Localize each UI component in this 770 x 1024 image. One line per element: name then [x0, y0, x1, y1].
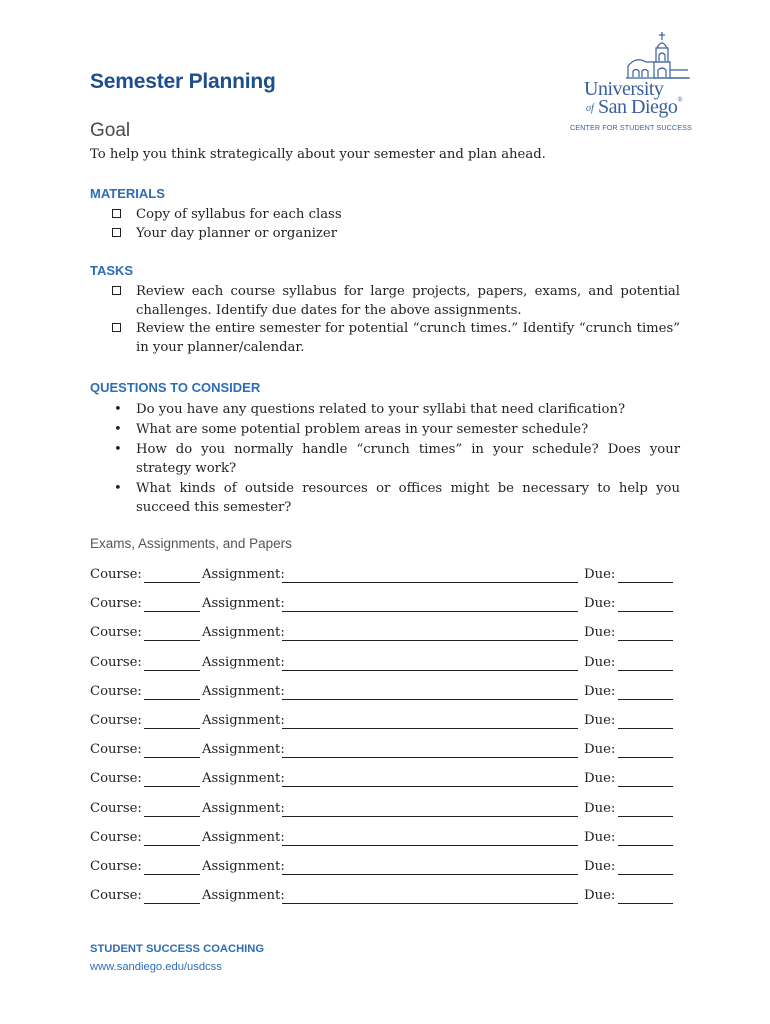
assignment-row	[90, 684, 680, 704]
assignment-row	[90, 655, 680, 675]
assignment-row	[90, 888, 680, 908]
questions-item	[112, 420, 680, 439]
logo-university-text: University	[584, 78, 664, 100]
course-blank-field[interactable]	[144, 582, 200, 583]
questions-item-text: What are some potential problem areas in your semester schedule?	[136, 422, 589, 437]
logo-registered-mark: ®	[677, 96, 683, 104]
logo-of-text: of	[586, 103, 594, 114]
assignment-label: Assignment:	[202, 771, 285, 786]
course-blank-field[interactable]	[144, 874, 200, 875]
due-label: Due:	[584, 888, 616, 903]
university-logo	[566, 30, 690, 138]
assignment-blank-field[interactable]	[282, 757, 578, 758]
course-label: Course:	[90, 859, 142, 874]
due-label: Due:	[584, 830, 616, 845]
assignment-label: Assignment:	[202, 625, 285, 640]
tasks-item-text: Review each course syllabus for large projects, papers, exams, and potential challenges. Identify due dates for the above assignments.	[136, 284, 680, 318]
assignment-blank-field[interactable]	[282, 845, 578, 846]
tasks-item	[112, 319, 680, 357]
due-blank-field[interactable]	[618, 757, 673, 758]
mission-tower-icon	[626, 30, 690, 80]
due-blank-field[interactable]	[618, 670, 673, 671]
due-label: Due:	[584, 625, 616, 640]
assignment-blank-field[interactable]	[282, 670, 578, 671]
course-blank-field[interactable]	[144, 816, 200, 817]
page-title: Semester Planning	[90, 70, 276, 93]
course-label: Course:	[90, 771, 142, 786]
tasks-item	[112, 282, 680, 320]
footer-url[interactable]: www.sandiego.edu/usdcss	[90, 961, 222, 973]
assignment-row	[90, 713, 680, 733]
assignment-blank-field[interactable]	[282, 582, 578, 583]
assignment-label: Assignment:	[202, 830, 285, 845]
bullet-icon: •	[114, 481, 122, 496]
assignment-label: Assignment:	[202, 655, 285, 670]
due-blank-field[interactable]	[618, 874, 673, 875]
materials-item	[112, 224, 680, 243]
checkbox-icon[interactable]	[112, 209, 121, 218]
goal-text: To help you think strategically about your semester and plan ahead.	[90, 147, 546, 162]
bullet-icon: •	[114, 402, 122, 417]
due-label: Due:	[584, 742, 616, 757]
tasks-heading: TASKS	[90, 263, 134, 278]
assignment-blank-field[interactable]	[282, 640, 578, 641]
assignment-label: Assignment:	[202, 567, 285, 582]
assignment-row	[90, 859, 680, 879]
course-label: Course:	[90, 567, 142, 582]
questions-heading: QUESTIONS TO CONSIDER	[90, 380, 261, 395]
assignment-label: Assignment:	[202, 684, 285, 699]
assignment-row	[90, 596, 680, 616]
course-label: Course:	[90, 742, 142, 757]
questions-item	[112, 479, 680, 517]
assignment-label: Assignment:	[202, 596, 285, 611]
course-label: Course:	[90, 801, 142, 816]
due-label: Due:	[584, 567, 616, 582]
questions-item-text: What kinds of outside resources or offices might be necessary to help you succeed this semester?	[136, 481, 680, 515]
course-blank-field[interactable]	[144, 728, 200, 729]
due-blank-field[interactable]	[618, 903, 673, 904]
assignment-label: Assignment:	[202, 801, 285, 816]
course-blank-field[interactable]	[144, 670, 200, 671]
due-label: Due:	[584, 684, 616, 699]
assignment-row	[90, 742, 680, 762]
logo-subtitle: CENTER FOR STUDENT SUCCESS	[570, 123, 692, 132]
due-label: Due:	[584, 713, 616, 728]
assignment-row	[90, 771, 680, 791]
assignment-blank-field[interactable]	[282, 786, 578, 787]
materials-item-text: Your day planner or organizer	[136, 226, 337, 241]
due-label: Due:	[584, 596, 616, 611]
footer-program: STUDENT SUCCESS COACHING	[90, 943, 265, 955]
bullet-icon: •	[114, 442, 122, 457]
due-blank-field[interactable]	[618, 786, 673, 787]
logo-san-diego-label: San Diego	[598, 96, 678, 118]
checkbox-icon[interactable]	[112, 323, 121, 332]
assignment-blank-field[interactable]	[282, 699, 578, 700]
due-label: Due:	[584, 801, 616, 816]
assignment-label: Assignment:	[202, 713, 285, 728]
assignment-label: Assignment:	[202, 888, 285, 903]
due-blank-field[interactable]	[618, 699, 673, 700]
questions-item	[112, 400, 680, 419]
course-label: Course:	[90, 713, 142, 728]
due-label: Due:	[584, 771, 616, 786]
assignment-row	[90, 801, 680, 821]
due-label: Due:	[584, 655, 616, 670]
assignment-row	[90, 830, 680, 850]
assignment-label: Assignment:	[202, 859, 285, 874]
due-blank-field[interactable]	[618, 845, 673, 846]
course-label: Course:	[90, 888, 142, 903]
exams-heading: Exams, Assignments, and Papers	[90, 536, 292, 551]
due-blank-field[interactable]	[618, 582, 673, 583]
assignment-blank-field[interactable]	[282, 728, 578, 729]
course-blank-field[interactable]	[144, 757, 200, 758]
course-blank-field[interactable]	[144, 903, 200, 904]
due-blank-field[interactable]	[618, 728, 673, 729]
course-blank-field[interactable]	[144, 786, 200, 787]
course-blank-field[interactable]	[144, 845, 200, 846]
course-label: Course:	[90, 596, 142, 611]
assignment-row	[90, 567, 680, 587]
tasks-item-text: Review the entire semester for potential “crunch times.” Identify “crunch times” in your planner/calendar.	[136, 321, 680, 355]
materials-item-text: Copy of syllabus for each class	[136, 207, 342, 222]
bullet-icon: •	[114, 422, 122, 437]
assignment-row	[90, 625, 680, 645]
questions-item-text: Do you have any questions related to your syllabi that need clarification?	[136, 402, 626, 417]
goal-heading: Goal	[90, 120, 131, 141]
checkbox-icon[interactable]	[112, 228, 121, 237]
course-blank-field[interactable]	[144, 611, 200, 612]
course-label: Course:	[90, 625, 142, 640]
assignment-label: Assignment:	[202, 742, 285, 757]
due-label: Due:	[584, 859, 616, 874]
course-blank-field[interactable]	[144, 640, 200, 641]
assignment-blank-field[interactable]	[282, 611, 578, 612]
due-blank-field[interactable]	[618, 611, 673, 612]
course-label: Course:	[90, 655, 142, 670]
assignment-blank-field[interactable]	[282, 874, 578, 875]
course-label: Course:	[90, 830, 142, 845]
due-blank-field[interactable]	[618, 816, 673, 817]
logo-san-diego-text	[598, 96, 682, 119]
course-label: Course:	[90, 684, 142, 699]
materials-heading: MATERIALS	[90, 186, 165, 201]
questions-item-text: How do you normally handle “crunch times” in your schedule? Does your strategy work?	[136, 442, 680, 476]
assignment-blank-field[interactable]	[282, 903, 578, 904]
assignment-blank-field[interactable]	[282, 816, 578, 817]
due-blank-field[interactable]	[618, 640, 673, 641]
checkbox-icon[interactable]	[112, 286, 121, 295]
questions-item	[112, 440, 680, 478]
course-blank-field[interactable]	[144, 699, 200, 700]
materials-item	[112, 205, 680, 224]
